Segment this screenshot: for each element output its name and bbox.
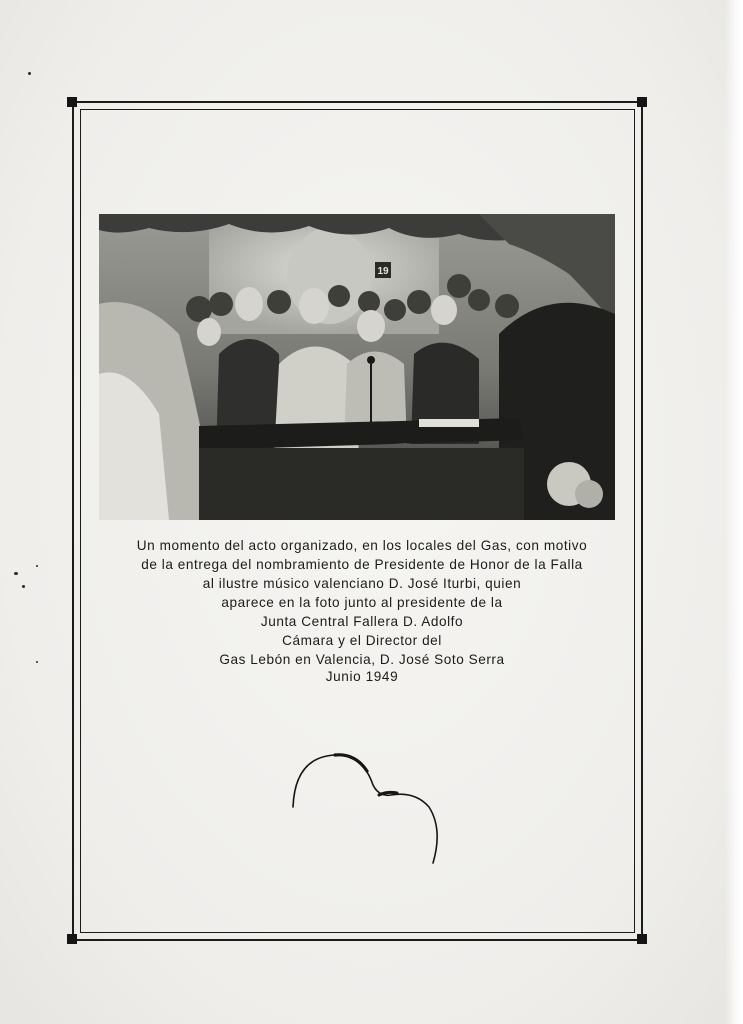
paper-speck xyxy=(14,572,18,575)
ornament-icon xyxy=(275,745,445,875)
caption-line: de la entrega del nombramiento de Presidente de Honor de la Falla xyxy=(141,557,583,572)
page-edge xyxy=(725,0,743,1024)
historical-photograph xyxy=(99,214,615,520)
caption-line: Gas Lebón en Valencia, D. José Soto Serra xyxy=(219,652,505,667)
paper-speck xyxy=(28,72,31,75)
caption-line: aparece en la foto junto al presidente de la xyxy=(221,595,503,610)
paper-speck xyxy=(36,565,38,567)
photograph-icon xyxy=(99,214,615,520)
caption-line: Un momento del acto organizado, en los locales del Gas, con motivo xyxy=(136,538,588,553)
frame-corner-bottom-left xyxy=(67,934,77,944)
caption-line: Junta Central Fallera D. Adolfo xyxy=(260,614,464,629)
room-number: 19 xyxy=(377,266,389,277)
paper-speck xyxy=(36,661,38,663)
paper-speck xyxy=(22,585,25,588)
photo-caption xyxy=(82,536,642,669)
caption-line: Cámara y el Director del xyxy=(282,633,442,648)
caption-line: al ilustre músico valenciano D. José Iturbi, quien xyxy=(202,576,522,591)
caption-date: Junio 1949 xyxy=(325,669,399,684)
frame-corner-bottom-right xyxy=(637,934,647,944)
frame-corner-top-right xyxy=(637,97,647,107)
frame-corner-top-left xyxy=(67,97,77,107)
